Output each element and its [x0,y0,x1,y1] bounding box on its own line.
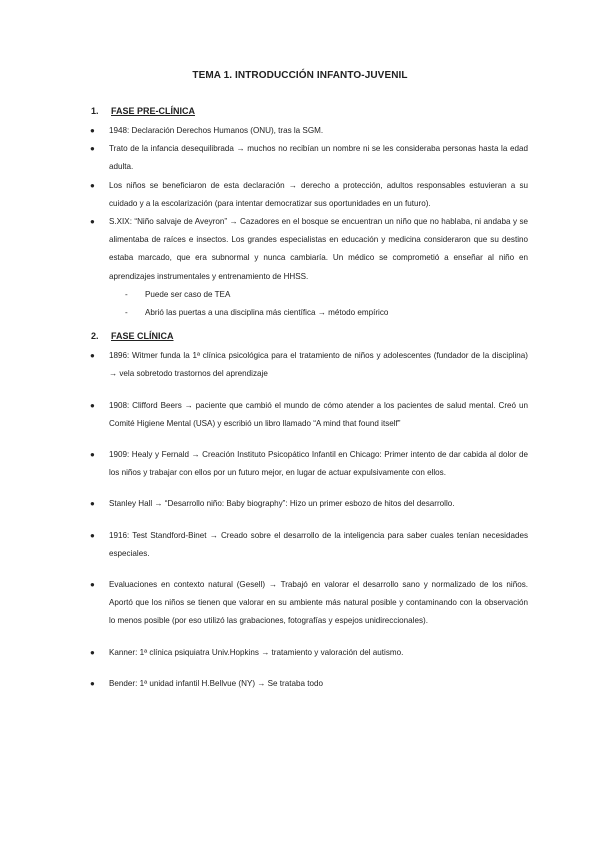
list-item-text: Los niños se beneficiaron de esta declaración → derecho a protección, adultos responsables estuvieran a su cuidado y a la escolarización (para intentar democratizar sus oportunidades en un futuro). [109,180,528,208]
sub-list-item-text: Abrió las puertas a una disciplina más científica → método empírico [145,308,389,318]
section-heading [88,106,528,116]
list-item-text: 1909: Healy y Fernald → Creación Instituto Psicopático Infantil en Chicago: Primer intento de dar cabida al dolor de los niños y trabajar con ellos por un futuro mejor, en lugar de actuar expulsivamente con ellos. [109,450,528,478]
list-item-text: 1916: Test Standford-Binet → Creado sobre el desarrollo de la inteligencia para saber cuales tenían necesidades especiales. [109,530,528,558]
list-item [88,527,528,563]
list-item-text: Kanner: 1ª clínica psiquiatra Univ.Hopkins → tratamiento y valoración del autismo. [109,647,404,657]
bullet-icon: ● [90,351,95,361]
bullet-icon: ● [90,400,95,410]
bullet-icon: ● [90,144,95,154]
list-item-text: Stanley Hall → “Desarrollo niño: Baby biography”: Hizo un primer esbozo de hitos del desarrollo. [109,499,455,509]
section-pre-clinica [88,106,528,322]
bullet-icon: ● [90,530,95,540]
section-heading [88,331,528,341]
bullet-icon: ● [90,450,95,460]
section-title: FASE CLÍNICA [111,331,174,342]
bullet-icon: ● [90,217,95,227]
list-item [88,397,528,433]
bullet-list [88,122,528,322]
list-item-text: 1948: Declaración Derechos Humanos (ONU), tras la SGM. [109,126,324,135]
list-item-text: Evaluaciones en contexto natural (Gesell) → Trabajó en valorar el desarrollo sano y normalizado de los niños. Aportó que los niños se tienen que valorar en su ambiente más natural posible y contaminando con la observación lo menos posible (por eso utilizó las grabaciones, fotografías y espejos unidireccionales). [109,580,528,626]
bullet-icon: ● [90,499,95,509]
bullet-list [88,347,528,693]
bullet-icon: ● [90,647,95,657]
list-item-text: Bender: 1ª unidad infantil H.Bellvue (NY) → Se trataba todo [109,678,324,688]
sub-list [109,286,528,322]
list-item-text: S.XIX: “Niño salvaje de Aveyron” → Cazadores en el bosque se encuentran un niño que no hablaba, ni andaba y se alimentaba de raíces e insectos. Los grandes especialistas en educación y medicina consideraron que su destino estaba marcado, que era subnormal y nunca cambiaría. Un médico se comprometió a enseñar al niño en aprendizajes instrumentales y entrenamiento de HHSS. [109,217,528,281]
section-number: 1. [91,106,99,116]
list-item [88,122,528,140]
section-number: 2. [91,331,99,342]
list-item-text: 1896: Witmer funda la 1ª clínica psicológica para el tratamiento de niños y adolescentes (fundador de la disciplina) → vela sobretodo trastornos del aprendizaje [109,351,528,379]
list-item [88,495,528,513]
list-item-text: Trato de la infancia desequilibrada → muchos no recibían un nombre ni se les consideraba personas hasta la edad adulta. [109,144,528,172]
list-item-text: 1908: Clifford Beers → paciente que cambió el mundo de cómo atender a los pacientes de salud mental. Creó un Comité Higiene Mental (USA) y escribió un libro llamado “A mind that found itself” [109,400,528,428]
sub-list-item [109,286,528,304]
bullet-icon: ● [90,678,95,688]
sub-list-item-text: Puede ser caso de TEA [145,289,231,299]
section-clinica [88,331,528,693]
list-item [88,140,528,176]
document-title: TEMA 1. INTRODUCCIÓN INFANTO-JUVENIL [192,70,408,81]
list-item [88,213,528,322]
list-item [88,576,528,631]
dash-icon: - [125,308,128,318]
list-item [88,644,528,662]
list-item [88,177,528,213]
bullet-icon: ● [90,126,95,135]
list-item [88,675,528,693]
bullet-icon: ● [90,180,95,190]
dash-icon: - [125,289,128,299]
section-title: FASE PRE-CLÍNICA [111,106,196,116]
list-item [88,347,528,383]
list-item [88,446,528,482]
sub-list-item [109,304,528,322]
bullet-icon: ● [90,580,95,590]
